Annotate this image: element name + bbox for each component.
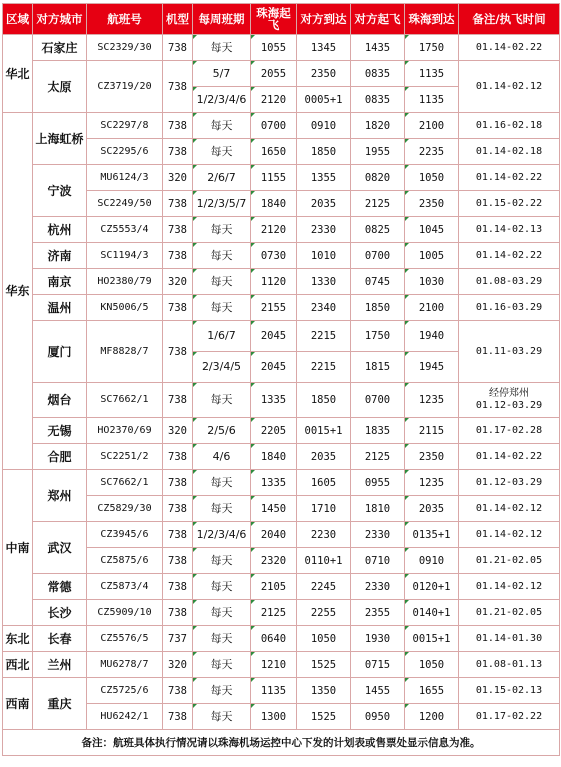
table-row	[3, 548, 560, 574]
table-row	[3, 418, 560, 444]
flight-cell: CZ3945/6	[87, 522, 163, 548]
zh-dep-cell: 2320	[251, 548, 297, 574]
aircraft-cell: 320	[163, 418, 193, 444]
region-cell: 西北	[3, 652, 33, 678]
flight-cell: SC7662/1	[87, 383, 163, 418]
flight-cell: HO2380/79	[87, 269, 163, 295]
dep-cell: 2330	[351, 574, 405, 600]
days-cell: 2/6/7	[193, 165, 251, 191]
city-cell: 温州	[33, 295, 87, 321]
city-cell: 南京	[33, 269, 87, 295]
note-cell: 01.21-02.05	[459, 548, 560, 574]
flight-cell: SC2251/2	[87, 444, 163, 470]
arr-cell: 1850	[297, 383, 351, 418]
zh-arr-cell: 0135+1	[405, 522, 459, 548]
days-cell: 1/2/3/4/6	[193, 87, 251, 113]
arr-cell: 2215	[297, 352, 351, 383]
note-line-2: 01.12-03.29	[475, 400, 543, 411]
table-row	[3, 165, 560, 191]
city-cell: 无锡	[33, 418, 87, 444]
arr-cell: 1355	[297, 165, 351, 191]
aircraft-cell: 738	[163, 139, 193, 165]
table-row	[3, 217, 560, 243]
days-cell: 每天	[193, 470, 251, 496]
flight-cell: MF8828/7	[87, 321, 163, 383]
zh-arr-cell: 2115	[405, 418, 459, 444]
days-cell: 每天	[193, 496, 251, 522]
arr-cell: 1605	[297, 470, 351, 496]
aircraft-cell: 738	[163, 191, 193, 217]
arr-cell: 2245	[297, 574, 351, 600]
table-row	[3, 626, 560, 652]
days-cell: 2/3/4/5	[193, 352, 251, 383]
days-cell: 每天	[193, 35, 251, 61]
note-cell: 01.14-02.22	[459, 243, 560, 269]
dep-cell: 0835	[351, 87, 405, 113]
flight-cell: CZ3719/20	[87, 61, 163, 113]
arr-cell: 0005+1	[297, 87, 351, 113]
footnote: 备注：航班具体执行情况请以珠海机场运控中心下发的计划表或售票处显示信息为准。	[3, 730, 560, 756]
table-row	[3, 191, 560, 217]
aircraft-cell: 738	[163, 600, 193, 626]
flight-cell: HU6242/1	[87, 704, 163, 730]
zh-dep-cell: 1650	[251, 139, 297, 165]
zh-dep-cell: 2125	[251, 600, 297, 626]
zh-arr-cell: 0140+1	[405, 600, 459, 626]
city-cell: 烟台	[33, 383, 87, 418]
note-cell: 01.08-01.13	[459, 652, 560, 678]
aircraft-cell: 738	[163, 548, 193, 574]
zh-arr-cell: 1940	[405, 321, 459, 352]
zh-dep-cell: 1210	[251, 652, 297, 678]
arr-cell: 0110+1	[297, 548, 351, 574]
days-cell: 每天	[193, 548, 251, 574]
city-cell: 兰州	[33, 652, 87, 678]
zh-arr-cell: 0120+1	[405, 574, 459, 600]
aircraft-cell: 738	[163, 217, 193, 243]
flight-cell: HO2370/69	[87, 418, 163, 444]
aircraft-cell: 738	[163, 321, 193, 383]
note-cell: 01.17-02.22	[459, 704, 560, 730]
arr-cell: 2340	[297, 295, 351, 321]
dep-cell: 0710	[351, 548, 405, 574]
zh-dep-cell: 1840	[251, 444, 297, 470]
arr-cell: 2230	[297, 522, 351, 548]
zh-dep-cell: 2045	[251, 321, 297, 352]
arr-cell: 0910	[297, 113, 351, 139]
zh-arr-cell: 0015+1	[405, 626, 459, 652]
table-row	[3, 522, 560, 548]
city-cell: 太原	[33, 61, 87, 113]
days-cell: 每天	[193, 217, 251, 243]
days-cell: 每天	[193, 652, 251, 678]
arr-cell: 1710	[297, 496, 351, 522]
arr-cell: 1850	[297, 139, 351, 165]
arr-cell: 2035	[297, 191, 351, 217]
zh-arr-cell: 2035	[405, 496, 459, 522]
zh-arr-cell: 2100	[405, 295, 459, 321]
zh-arr-cell: 1945	[405, 352, 459, 383]
dep-cell: 0955	[351, 470, 405, 496]
flight-cell: SC7662/1	[87, 470, 163, 496]
city-cell: 重庆	[33, 678, 87, 730]
days-cell: 2/5/6	[193, 418, 251, 444]
note-cell: 01.14-02.18	[459, 139, 560, 165]
header-zh-dep: 珠海起飞	[251, 4, 297, 35]
region-cell: 西南	[3, 678, 33, 730]
days-cell: 1/2/3/5/7	[193, 191, 251, 217]
dep-cell: 0715	[351, 652, 405, 678]
zh-arr-cell: 2350	[405, 444, 459, 470]
note-cell: 01.14-02.12	[459, 496, 560, 522]
note-cell: 01.12-03.29	[459, 470, 560, 496]
zh-dep-cell: 1840	[251, 191, 297, 217]
dep-cell: 0700	[351, 383, 405, 418]
zh-arr-cell: 1050	[405, 652, 459, 678]
table-row	[3, 574, 560, 600]
aircraft-cell: 738	[163, 383, 193, 418]
note-cell: 01.11-03.29	[459, 321, 560, 383]
aircraft-cell: 738	[163, 113, 193, 139]
days-cell: 每天	[193, 704, 251, 730]
city-cell: 济南	[33, 243, 87, 269]
zh-arr-cell: 1655	[405, 678, 459, 704]
dep-cell: 1930	[351, 626, 405, 652]
arr-cell: 2350	[297, 61, 351, 87]
region-cell: 华北	[3, 35, 33, 113]
city-cell: 长春	[33, 626, 87, 652]
arr-cell: 1525	[297, 652, 351, 678]
dep-cell: 1435	[351, 35, 405, 61]
days-cell: 每天	[193, 383, 251, 418]
dep-cell: 0950	[351, 704, 405, 730]
dep-cell: 2355	[351, 600, 405, 626]
arr-cell: 2215	[297, 321, 351, 352]
zh-dep-cell: 1335	[251, 383, 297, 418]
note-cell: 01.14-02.22	[459, 444, 560, 470]
note-cell: 01.16-02.18	[459, 113, 560, 139]
header-note: 备注/执飞时间	[459, 4, 560, 35]
table-row	[3, 652, 560, 678]
note-cell: 01.08-03.29	[459, 269, 560, 295]
dep-cell: 1835	[351, 418, 405, 444]
days-cell: 每天	[193, 139, 251, 165]
days-cell: 每天	[193, 295, 251, 321]
city-cell: 郑州	[33, 470, 87, 522]
zh-dep-cell: 2040	[251, 522, 297, 548]
zh-dep-cell: 1335	[251, 470, 297, 496]
dep-cell: 0745	[351, 269, 405, 295]
aircraft-cell: 738	[163, 35, 193, 61]
arr-cell: 1050	[297, 626, 351, 652]
arr-cell: 2330	[297, 217, 351, 243]
city-cell: 常德	[33, 574, 87, 600]
city-cell: 合肥	[33, 444, 87, 470]
note-cell: 01.14-02.13	[459, 217, 560, 243]
zh-arr-cell: 1235	[405, 470, 459, 496]
arr-cell: 1010	[297, 243, 351, 269]
header-zh-arr: 珠海到达	[405, 4, 459, 35]
flight-cell: CZ5909/10	[87, 600, 163, 626]
note-cell: 01.17-02.28	[459, 418, 560, 444]
flight-cell: CZ5576/5	[87, 626, 163, 652]
zh-dep-cell: 1300	[251, 704, 297, 730]
note-cell: 01.14-02.22	[459, 165, 560, 191]
arr-cell: 0015+1	[297, 418, 351, 444]
dep-cell: 1455	[351, 678, 405, 704]
zh-arr-cell: 1750	[405, 35, 459, 61]
zh-dep-cell: 2120	[251, 87, 297, 113]
zh-arr-cell: 2350	[405, 191, 459, 217]
dep-cell: 2125	[351, 444, 405, 470]
table-row	[3, 496, 560, 522]
header-arr: 对方到达	[297, 4, 351, 35]
dep-cell: 1750	[351, 321, 405, 352]
header-row	[3, 4, 560, 35]
note-cell: 01.14-02.12	[459, 522, 560, 548]
region-cell: 东北	[3, 626, 33, 652]
aircraft-cell: 738	[163, 243, 193, 269]
note-cell: 01.15-02.13	[459, 678, 560, 704]
table-row	[3, 678, 560, 704]
zh-dep-cell: 1055	[251, 35, 297, 61]
table-row	[3, 243, 560, 269]
flight-cell: SC1194/3	[87, 243, 163, 269]
table-row	[3, 295, 560, 321]
dep-cell: 2330	[351, 522, 405, 548]
header-flight: 航班号	[87, 4, 163, 35]
arr-cell: 1330	[297, 269, 351, 295]
aircraft-cell: 738	[163, 522, 193, 548]
table-row	[3, 470, 560, 496]
header-days: 每周班期	[193, 4, 251, 35]
zh-arr-cell: 1045	[405, 217, 459, 243]
aircraft-cell: 738	[163, 704, 193, 730]
table-row	[3, 61, 560, 87]
zh-arr-cell: 1030	[405, 269, 459, 295]
city-cell: 上海虹桥	[33, 113, 87, 165]
aircraft-cell: 737	[163, 626, 193, 652]
city-cell: 石家庄	[33, 35, 87, 61]
note-cell: 01.16-03.29	[459, 295, 560, 321]
dep-cell: 0835	[351, 61, 405, 87]
zh-arr-cell: 1200	[405, 704, 459, 730]
note-cell: 01.15-02.22	[459, 191, 560, 217]
note-cell	[459, 383, 560, 418]
arr-cell: 2255	[297, 600, 351, 626]
aircraft-cell: 738	[163, 444, 193, 470]
aircraft-cell: 738	[163, 574, 193, 600]
zh-dep-cell: 1450	[251, 496, 297, 522]
zh-dep-cell: 0700	[251, 113, 297, 139]
flight-cell: CZ5875/6	[87, 548, 163, 574]
aircraft-cell: 738	[163, 61, 193, 113]
table-row	[3, 444, 560, 470]
zh-dep-cell: 2120	[251, 217, 297, 243]
arr-cell: 1525	[297, 704, 351, 730]
zh-arr-cell: 2235	[405, 139, 459, 165]
table-row	[3, 269, 560, 295]
zh-dep-cell: 2205	[251, 418, 297, 444]
city-cell: 长沙	[33, 600, 87, 626]
days-cell: 每天	[193, 574, 251, 600]
dep-cell: 1820	[351, 113, 405, 139]
zh-arr-cell: 0910	[405, 548, 459, 574]
zh-dep-cell: 0730	[251, 243, 297, 269]
days-cell: 每天	[193, 600, 251, 626]
days-cell: 4/6	[193, 444, 251, 470]
zh-dep-cell: 1155	[251, 165, 297, 191]
dep-cell: 1810	[351, 496, 405, 522]
dep-cell: 1850	[351, 295, 405, 321]
zh-arr-cell: 1135	[405, 61, 459, 87]
flight-cell: MU6124/3	[87, 165, 163, 191]
header-city: 对方城市	[33, 4, 87, 35]
dep-cell: 0700	[351, 243, 405, 269]
arr-cell: 2035	[297, 444, 351, 470]
zh-dep-cell: 0640	[251, 626, 297, 652]
days-cell: 1/6/7	[193, 321, 251, 352]
zh-arr-cell: 2100	[405, 113, 459, 139]
zh-arr-cell: 1135	[405, 87, 459, 113]
days-cell: 1/2/3/4/6	[193, 522, 251, 548]
flight-cell: SC2295/6	[87, 139, 163, 165]
aircraft-cell: 320	[163, 652, 193, 678]
days-cell: 5/7	[193, 61, 251, 87]
days-cell: 每天	[193, 113, 251, 139]
note-cell: 01.14-02.12	[459, 574, 560, 600]
flight-cell: CZ5873/4	[87, 574, 163, 600]
days-cell: 每天	[193, 626, 251, 652]
arr-cell: 1345	[297, 35, 351, 61]
zh-arr-cell: 1235	[405, 383, 459, 418]
flight-cell: CZ5725/6	[87, 678, 163, 704]
region-cell: 中南	[3, 470, 33, 626]
days-cell: 每天	[193, 243, 251, 269]
city-cell: 武汉	[33, 522, 87, 574]
flight-cell: SC2297/8	[87, 113, 163, 139]
zh-arr-cell: 1050	[405, 165, 459, 191]
days-cell: 每天	[193, 678, 251, 704]
zh-dep-cell: 2055	[251, 61, 297, 87]
zh-dep-cell: 2045	[251, 352, 297, 383]
zh-arr-cell: 1005	[405, 243, 459, 269]
note-line-1: 经停郑州	[489, 388, 529, 399]
flight-cell: SC2249/50	[87, 191, 163, 217]
flight-cell: CZ5553/4	[87, 217, 163, 243]
days-cell: 每天	[193, 269, 251, 295]
flight-cell: SC2329/30	[87, 35, 163, 61]
flight-cell: CZ5829/30	[87, 496, 163, 522]
aircraft-cell: 320	[163, 269, 193, 295]
dep-cell: 0825	[351, 217, 405, 243]
flight-cell: KN5006/5	[87, 295, 163, 321]
table-row	[3, 321, 560, 352]
table-row	[3, 35, 560, 61]
aircraft-cell: 738	[163, 295, 193, 321]
note-cell: 01.21-02.05	[459, 600, 560, 626]
header-dep: 对方起飞	[351, 4, 405, 35]
zh-dep-cell: 2105	[251, 574, 297, 600]
note-cell: 01.14-01.30	[459, 626, 560, 652]
zh-dep-cell: 1120	[251, 269, 297, 295]
region-cell: 华东	[3, 113, 33, 470]
table-row	[3, 600, 560, 626]
note-cell: 01.14-02.22	[459, 35, 560, 61]
header-region: 区域	[3, 4, 33, 35]
aircraft-cell: 738	[163, 470, 193, 496]
aircraft-cell: 738	[163, 496, 193, 522]
dep-cell: 1815	[351, 352, 405, 383]
table-row	[3, 383, 560, 418]
city-cell: 宁波	[33, 165, 87, 217]
dep-cell: 1955	[351, 139, 405, 165]
aircraft-cell: 738	[163, 678, 193, 704]
aircraft-cell: 320	[163, 165, 193, 191]
flight-schedule-table	[2, 3, 560, 756]
note-cell: 01.14-02.12	[459, 61, 560, 113]
city-cell: 厦门	[33, 321, 87, 383]
header-aircraft: 机型	[163, 4, 193, 35]
footnote-row	[3, 730, 560, 756]
table-row	[3, 113, 560, 139]
dep-cell: 2125	[351, 191, 405, 217]
city-cell: 杭州	[33, 217, 87, 243]
flight-cell: MU6278/7	[87, 652, 163, 678]
zh-dep-cell: 1135	[251, 678, 297, 704]
arr-cell: 1350	[297, 678, 351, 704]
table-row	[3, 704, 560, 730]
zh-dep-cell: 2155	[251, 295, 297, 321]
dep-cell: 0820	[351, 165, 405, 191]
table-row	[3, 139, 560, 165]
